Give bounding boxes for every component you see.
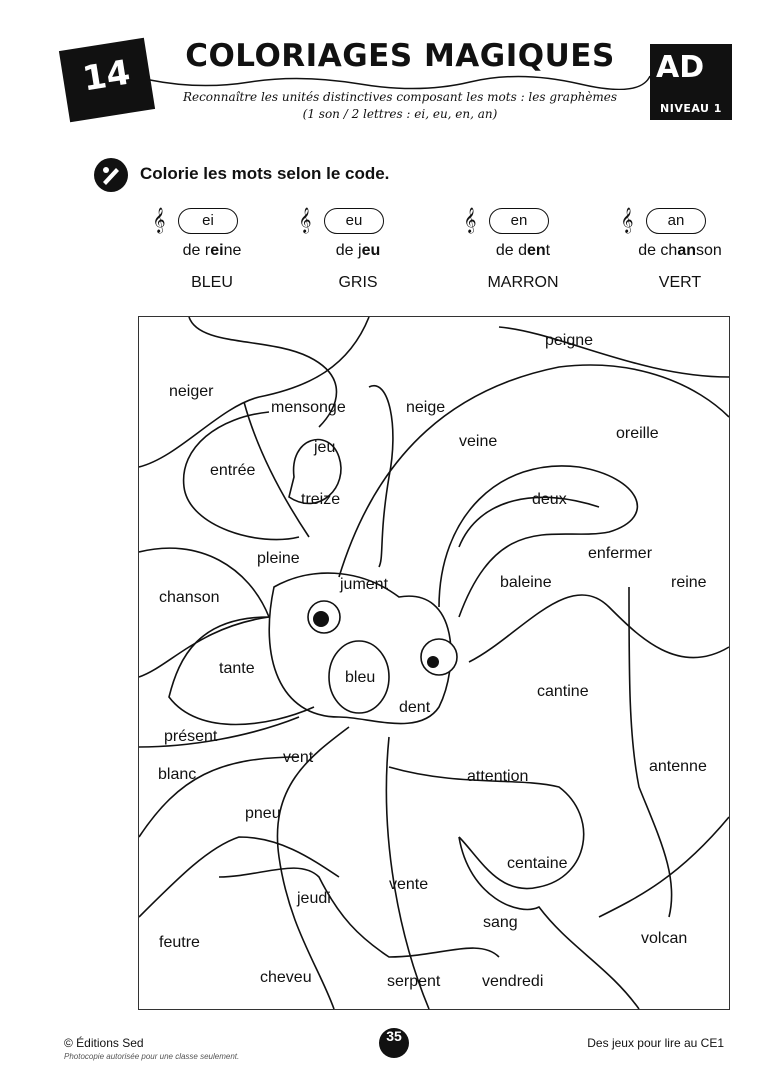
word-sang: sang [483, 914, 518, 931]
example-word: de reine [182, 242, 242, 259]
colour-name: VERT [658, 274, 702, 291]
word-pneu: pneu [245, 805, 281, 822]
word-reine: reine [671, 574, 707, 591]
code-an [600, 206, 760, 292]
ear-icon: 𝄞 [298, 207, 312, 232]
page-title: COLORIAGES MAGIQUES [185, 38, 615, 74]
colouring-picture [138, 316, 730, 1010]
word-jeudi: jeudi [297, 890, 331, 907]
word-neige: neige [406, 399, 446, 416]
colour-name: BLEU [191, 274, 233, 291]
word-treize: treize [301, 491, 341, 508]
word-attention: attention [467, 768, 529, 785]
word-jument: jument [340, 576, 389, 593]
exercise-number: 14 [79, 52, 133, 100]
publisher: © Éditions Sed [64, 1036, 144, 1050]
code-eu [278, 206, 438, 292]
code-ei [132, 206, 292, 292]
example-word: de chanson [638, 242, 722, 259]
level-label: NIVEAU 1 [660, 102, 722, 115]
ear-icon: 𝄞 [152, 207, 166, 232]
word-mensonge: mensonge [271, 399, 346, 416]
word-cheveu: cheveu [260, 969, 312, 986]
word-enfermer: enfermer [588, 545, 653, 562]
word-dent: dent [399, 699, 431, 716]
sound-bubble: en [489, 208, 549, 234]
word-baleine: baleine [500, 574, 552, 591]
word-neiger: neiger [169, 383, 214, 400]
word-volcan: volcan [641, 930, 688, 947]
logo-text: AD [656, 50, 705, 85]
word-pleine: pleine [257, 550, 300, 567]
word-vent: vent [283, 749, 314, 766]
instruction-text: Colorie les mots selon le code. [140, 164, 390, 183]
example-word: de dent [495, 242, 551, 259]
word-antenne: antenne [649, 758, 707, 775]
book-title: Des jeux pour lire au CE1 [587, 1036, 724, 1050]
word-centaine: centaine [507, 855, 568, 872]
eye-right [421, 639, 457, 675]
word-jeu: jeu [314, 439, 336, 456]
subtitle-line1: Reconnaître les unités distinctives composant les mots : les graphèmes [182, 90, 618, 104]
ear-icon: 𝄞 [463, 207, 477, 232]
word-entree: entrée [210, 462, 256, 479]
word-veine: veine [459, 433, 498, 450]
colour-name: GRIS [338, 274, 378, 291]
word-vente: vente [389, 876, 429, 893]
word-vendredi: vendredi [482, 973, 544, 990]
copyright-note: Photocopie autorisée pour une classe seulement. [64, 1052, 240, 1061]
word-chanson: chanson [159, 589, 220, 606]
sound-bubble: eu [324, 208, 384, 234]
sound-bubble: ei [178, 208, 238, 234]
word-oreille: oreille [616, 425, 659, 442]
code-en [443, 206, 603, 292]
word-tante: tante [219, 660, 255, 677]
colour-name: MARRON [487, 274, 559, 291]
word-peigne: peigne [545, 332, 594, 349]
word-cantine: cantine [537, 683, 589, 700]
ear-icon: 𝄞 [620, 207, 634, 232]
word-blanc: blanc [158, 766, 197, 783]
subtitle-line2: (1 son / 2 lettres : ei, eu, en, an) [302, 107, 498, 121]
word-present: présent [164, 728, 218, 745]
level-badge [650, 44, 732, 120]
word-deux: deux [532, 491, 567, 508]
word-bleu: bleu [345, 669, 376, 686]
sound-bubble: an [646, 208, 706, 234]
pencil-hand-icon [94, 158, 128, 192]
example-word: de jeu [335, 242, 381, 259]
page-number: 35 [379, 1028, 409, 1058]
word-feutre: feutre [159, 934, 200, 951]
word-serpent: serpent [387, 973, 441, 990]
